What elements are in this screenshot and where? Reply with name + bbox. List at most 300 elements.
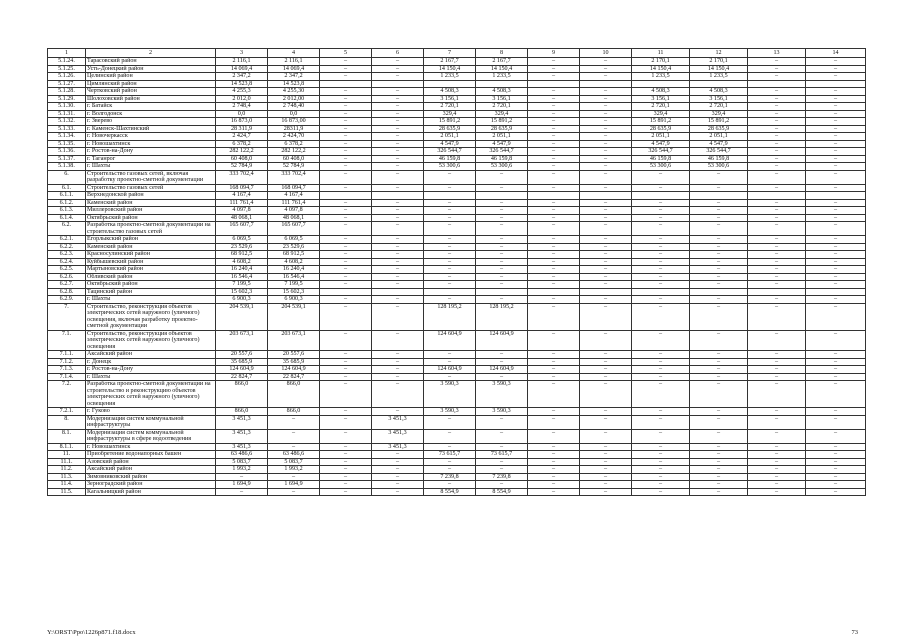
value-cell: – xyxy=(748,273,806,281)
value-cell: – xyxy=(748,103,806,111)
table-row xyxy=(48,236,866,244)
value-cell: – xyxy=(320,103,372,111)
value-cell: – xyxy=(806,281,866,289)
value-cell: – xyxy=(690,358,748,366)
value-cell xyxy=(372,80,424,88)
value-cell: 28 311,9 xyxy=(216,125,268,133)
value-cell: – xyxy=(748,207,806,215)
value-cell: – xyxy=(320,155,372,163)
value-cell: – xyxy=(320,373,372,381)
value-cell: – xyxy=(748,58,806,66)
value-cell: – xyxy=(424,358,476,366)
value-cell: – xyxy=(528,458,580,466)
row-name-cell: Верхнедонской район xyxy=(86,192,216,200)
value-cell: – xyxy=(476,251,528,259)
value-cell: 2 424,7 xyxy=(216,133,268,141)
value-cell: – xyxy=(372,366,424,374)
value-cell: 165 607,7 xyxy=(216,222,268,236)
row-number-cell: 5.1.34. xyxy=(48,133,86,141)
value-cell: – xyxy=(528,88,580,96)
table-row xyxy=(48,351,866,359)
value-cell xyxy=(528,288,580,296)
value-cell: – xyxy=(690,443,748,451)
value-cell: – xyxy=(320,351,372,359)
value-cell: 7 239,8 xyxy=(424,473,476,481)
table-row xyxy=(48,214,866,222)
value-cell: 3 451,3 xyxy=(216,415,268,429)
value-cell: – xyxy=(528,303,580,330)
value-cell: 203 673,1 xyxy=(216,330,268,351)
table-row xyxy=(48,473,866,481)
table-row xyxy=(48,222,866,236)
value-cell: – xyxy=(528,473,580,481)
value-cell xyxy=(748,192,806,200)
value-cell: 111 761,4 xyxy=(268,199,320,207)
value-cell: – xyxy=(372,330,424,351)
value-cell: – xyxy=(580,148,632,156)
value-cell: – xyxy=(320,358,372,366)
value-cell: – xyxy=(476,415,528,429)
col-header: 10 xyxy=(580,49,632,58)
value-cell: 2 012,0 xyxy=(216,95,268,103)
value-cell: – xyxy=(748,118,806,126)
value-cell: – xyxy=(806,222,866,236)
table-row xyxy=(48,125,866,133)
value-cell: – xyxy=(690,466,748,474)
value-cell: 326 544,7 xyxy=(476,148,528,156)
value-cell: – xyxy=(320,118,372,126)
value-cell: – xyxy=(806,118,866,126)
value-cell: – xyxy=(580,330,632,351)
value-cell: – xyxy=(690,303,748,330)
value-cell: – xyxy=(372,303,424,330)
value-cell: 46 159,8 xyxy=(476,155,528,163)
row-number-cell: 6.2.5. xyxy=(48,266,86,274)
row-name-cell: Зерноградский район xyxy=(86,481,216,489)
value-cell: – xyxy=(528,118,580,126)
value-cell: – xyxy=(806,88,866,96)
value-cell: – xyxy=(580,243,632,251)
value-cell: – xyxy=(690,381,748,408)
row-number-cell: 7.1.1. xyxy=(48,351,86,359)
value-cell: – xyxy=(748,473,806,481)
row-number-cell: 7.1. xyxy=(48,330,86,351)
value-cell: – xyxy=(528,481,580,489)
value-cell: 124 604,9 xyxy=(424,330,476,351)
value-cell: – xyxy=(632,184,690,192)
value-cell: 3 156,1 xyxy=(476,95,528,103)
value-cell: 53 300,6 xyxy=(690,163,748,171)
value-cell: – xyxy=(806,296,866,304)
value-cell: 46 159,8 xyxy=(424,155,476,163)
table-row xyxy=(48,488,866,496)
value-cell: 6 900,3 xyxy=(268,296,320,304)
value-cell: 4 608,2 xyxy=(268,258,320,266)
row-name-cell: г. Новошахтинск xyxy=(86,443,216,451)
value-cell: – xyxy=(372,466,424,474)
value-cell: – xyxy=(580,133,632,141)
value-cell: – xyxy=(320,140,372,148)
value-cell: – xyxy=(320,481,372,489)
value-cell: 16 240,4 xyxy=(216,266,268,274)
value-cell: – xyxy=(528,110,580,118)
value-cell: – xyxy=(320,330,372,351)
value-cell: – xyxy=(632,296,690,304)
value-cell: – xyxy=(372,133,424,141)
value-cell: – xyxy=(424,481,476,489)
value-cell xyxy=(690,192,748,200)
value-cell: – xyxy=(632,258,690,266)
value-cell: – xyxy=(580,408,632,416)
value-cell: – xyxy=(528,243,580,251)
value-cell xyxy=(372,192,424,200)
value-cell: 68 912,5 xyxy=(268,251,320,259)
value-cell: – xyxy=(632,373,690,381)
value-cell: 4 547,9 xyxy=(476,140,528,148)
value-cell: – xyxy=(476,222,528,236)
value-cell: – xyxy=(580,118,632,126)
value-cell: 1 233,5 xyxy=(424,73,476,81)
value-cell: – xyxy=(320,58,372,66)
value-cell: – xyxy=(690,366,748,374)
value-cell: – xyxy=(320,258,372,266)
value-cell: 204 539,1 xyxy=(216,303,268,330)
value-cell: – xyxy=(528,443,580,451)
value-cell: 3 590,3 xyxy=(476,381,528,408)
value-cell: – xyxy=(690,408,748,416)
value-cell: – xyxy=(580,415,632,429)
value-cell: 28311,9 xyxy=(268,125,320,133)
value-cell: – xyxy=(528,451,580,459)
value-cell: – xyxy=(748,443,806,451)
row-name-cell: Каменский район xyxy=(86,243,216,251)
value-cell: 4 508,3 xyxy=(690,88,748,96)
value-cell: – xyxy=(372,358,424,366)
value-cell: – xyxy=(690,296,748,304)
row-name-cell: Мартыновский район xyxy=(86,266,216,274)
value-cell: – xyxy=(806,251,866,259)
value-cell: – xyxy=(748,214,806,222)
value-cell xyxy=(632,192,690,200)
value-cell: 329,4 xyxy=(690,110,748,118)
value-cell: – xyxy=(424,373,476,381)
value-cell: – xyxy=(580,281,632,289)
value-cell: 73 615,7 xyxy=(424,451,476,459)
value-cell: 4 508,3 xyxy=(424,88,476,96)
value-cell: 2 116,1 xyxy=(268,58,320,66)
value-cell: – xyxy=(580,429,632,443)
table-row xyxy=(48,481,866,489)
value-cell: – xyxy=(320,236,372,244)
row-number-cell: 11.3. xyxy=(48,473,86,481)
table-row xyxy=(48,415,866,429)
value-cell: – xyxy=(748,236,806,244)
value-cell: 4 508,3 xyxy=(632,88,690,96)
value-cell: – xyxy=(580,451,632,459)
value-cell: – xyxy=(528,148,580,156)
value-cell: – xyxy=(632,214,690,222)
value-cell: 3 590,3 xyxy=(424,381,476,408)
value-cell: 23 529,6 xyxy=(268,243,320,251)
value-cell: – xyxy=(580,466,632,474)
row-name-cell: Чертковский район xyxy=(86,88,216,96)
table-row xyxy=(48,207,866,215)
value-cell: – xyxy=(690,170,748,184)
value-cell: – xyxy=(372,103,424,111)
value-cell: – xyxy=(372,95,424,103)
value-cell: – xyxy=(320,73,372,81)
value-cell: – xyxy=(580,103,632,111)
table-row xyxy=(48,58,866,66)
value-cell: 5 083,7 xyxy=(268,458,320,466)
value-cell: – xyxy=(424,266,476,274)
value-cell: – xyxy=(748,303,806,330)
value-cell: – xyxy=(806,163,866,171)
value-cell: 329,4 xyxy=(476,110,528,118)
row-number-cell: 7.2.1. xyxy=(48,408,86,416)
value-cell: – xyxy=(372,125,424,133)
value-cell: – xyxy=(372,296,424,304)
value-cell: 1 993,2 xyxy=(268,466,320,474)
value-cell: 204 539,1 xyxy=(268,303,320,330)
value-cell: – xyxy=(632,358,690,366)
value-cell: – xyxy=(580,251,632,259)
value-cell: – xyxy=(372,199,424,207)
value-cell: – xyxy=(320,443,372,451)
value-cell: – xyxy=(690,481,748,489)
value-cell: – xyxy=(748,88,806,96)
value-cell: – xyxy=(748,243,806,251)
value-cell: – xyxy=(748,415,806,429)
value-cell: – xyxy=(320,415,372,429)
col-header: 9 xyxy=(528,49,580,58)
value-cell: 53 300,6 xyxy=(632,163,690,171)
value-cell: – xyxy=(580,163,632,171)
value-cell: 46 159,8 xyxy=(690,155,748,163)
value-cell: – xyxy=(372,170,424,184)
value-cell: – xyxy=(748,451,806,459)
value-cell: – xyxy=(690,429,748,443)
value-cell: 124 604,9 xyxy=(216,366,268,374)
row-number-cell: 11.5. xyxy=(48,488,86,496)
value-cell: – xyxy=(528,222,580,236)
col-header: 2 xyxy=(86,49,216,58)
value-cell: – xyxy=(632,481,690,489)
value-cell: – xyxy=(580,488,632,496)
value-cell: – xyxy=(748,184,806,192)
value-cell xyxy=(320,192,372,200)
value-cell: – xyxy=(632,473,690,481)
row-number-cell: 7. xyxy=(48,303,86,330)
value-cell: 333 702,4 xyxy=(268,170,320,184)
value-cell: – xyxy=(806,207,866,215)
row-number-cell: 5.1.35. xyxy=(48,140,86,148)
value-cell xyxy=(580,288,632,296)
value-cell: – xyxy=(320,170,372,184)
value-cell: 2 347,2 xyxy=(268,73,320,81)
value-cell: – xyxy=(580,236,632,244)
row-name-cell: г. Донецк xyxy=(86,358,216,366)
value-cell: – xyxy=(632,207,690,215)
value-cell xyxy=(632,80,690,88)
value-cell: 1 233,5 xyxy=(690,73,748,81)
value-cell: – xyxy=(806,488,866,496)
value-cell: – xyxy=(424,214,476,222)
row-number-cell: 6.2.8. xyxy=(48,288,86,296)
value-cell: – xyxy=(372,110,424,118)
value-cell xyxy=(748,288,806,296)
table-row xyxy=(48,408,866,416)
value-cell: – xyxy=(372,408,424,416)
row-name-cell: Миллеровский район xyxy=(86,207,216,215)
value-cell: – xyxy=(806,214,866,222)
value-cell: – xyxy=(748,163,806,171)
value-cell: – xyxy=(580,199,632,207)
value-cell: – xyxy=(748,381,806,408)
value-cell: – xyxy=(690,330,748,351)
row-number-cell: 5.1.31. xyxy=(48,110,86,118)
value-cell: 28 635,9 xyxy=(424,125,476,133)
row-name-cell: Егорлыкский район xyxy=(86,236,216,244)
value-cell: – xyxy=(372,118,424,126)
value-cell: 53 300,6 xyxy=(476,163,528,171)
value-cell: – xyxy=(424,466,476,474)
value-cell: – xyxy=(806,73,866,81)
row-name-cell: г. Шахты xyxy=(86,373,216,381)
value-cell: 3 451,3 xyxy=(372,415,424,429)
value-cell: – xyxy=(528,381,580,408)
value-cell: 22 824,7 xyxy=(216,373,268,381)
row-number-cell: 11.4. xyxy=(48,481,86,489)
row-name-cell: Октябрьский район xyxy=(86,214,216,222)
value-cell: – xyxy=(268,415,320,429)
value-cell: 2 051,1 xyxy=(690,133,748,141)
value-cell: – xyxy=(748,251,806,259)
value-cell: – xyxy=(528,258,580,266)
value-cell: 15 602,3 xyxy=(268,288,320,296)
value-cell: 16 546,4 xyxy=(216,273,268,281)
table-row xyxy=(48,281,866,289)
value-cell: – xyxy=(528,281,580,289)
row-number-cell: 5.1.24. xyxy=(48,58,86,66)
value-cell: – xyxy=(268,488,320,496)
value-cell: – xyxy=(372,65,424,73)
value-cell: – xyxy=(748,351,806,359)
value-cell: – xyxy=(748,73,806,81)
row-name-cell: Разработка проектно-сметной документации на строительство газовых сетей xyxy=(86,222,216,236)
value-cell: – xyxy=(320,281,372,289)
value-cell: – xyxy=(476,429,528,443)
row-name-cell: г. Батайск xyxy=(86,103,216,111)
value-cell: 2 051,1 xyxy=(424,133,476,141)
table-row xyxy=(48,118,866,126)
value-cell: – xyxy=(690,373,748,381)
value-cell: – xyxy=(320,243,372,251)
value-cell: – xyxy=(528,140,580,148)
row-name-cell: г. Гуково xyxy=(86,408,216,416)
row-name-cell: Усть-Донецкий район xyxy=(86,65,216,73)
value-cell: – xyxy=(632,381,690,408)
value-cell: – xyxy=(528,236,580,244)
value-cell: – xyxy=(476,273,528,281)
value-cell: – xyxy=(580,303,632,330)
value-cell: 3 590,3 xyxy=(476,408,528,416)
row-name-cell: Куйбышевский район xyxy=(86,258,216,266)
row-number-cell: 6.1.2. xyxy=(48,199,86,207)
value-cell: – xyxy=(320,199,372,207)
value-cell: – xyxy=(632,273,690,281)
table-row xyxy=(48,163,866,171)
value-cell: – xyxy=(372,222,424,236)
row-name-cell: Целинский район xyxy=(86,73,216,81)
value-cell: – xyxy=(806,330,866,351)
row-number-cell: 7.1.2. xyxy=(48,358,86,366)
value-cell: 5 083,7 xyxy=(216,458,268,466)
value-cell: 2 170,1 xyxy=(632,58,690,66)
table-row xyxy=(48,184,866,192)
value-cell: 2 424,70 xyxy=(268,133,320,141)
value-cell: – xyxy=(580,184,632,192)
value-cell xyxy=(806,192,866,200)
table-row xyxy=(48,466,866,474)
row-name-cell: г. Ростов-на-Дону xyxy=(86,148,216,156)
value-cell: 0,0 xyxy=(216,110,268,118)
value-cell: – xyxy=(320,95,372,103)
value-cell: 1 694,9 xyxy=(268,481,320,489)
value-cell: – xyxy=(372,73,424,81)
col-header: 11 xyxy=(632,49,690,58)
row-name-cell: Тацинский район xyxy=(86,288,216,296)
value-cell: – xyxy=(690,214,748,222)
value-cell: 165 607,7 xyxy=(268,222,320,236)
value-cell: – xyxy=(632,330,690,351)
value-cell: – xyxy=(424,296,476,304)
row-name-cell: г. Шахты xyxy=(86,296,216,304)
value-cell: – xyxy=(806,381,866,408)
col-header: 5 xyxy=(320,49,372,58)
value-cell: – xyxy=(424,443,476,451)
value-cell: – xyxy=(748,140,806,148)
value-cell: 20 557,6 xyxy=(268,351,320,359)
value-cell: 14 069,4 xyxy=(268,65,320,73)
row-name-cell: Модернизация систем коммунальной инфраструктуры xyxy=(86,415,216,429)
table-row xyxy=(48,88,866,96)
value-cell: 3 451,3 xyxy=(372,443,424,451)
value-cell: – xyxy=(424,415,476,429)
table-row xyxy=(48,429,866,443)
value-cell: – xyxy=(806,184,866,192)
value-cell: – xyxy=(690,243,748,251)
value-cell: – xyxy=(424,458,476,466)
value-cell: – xyxy=(424,207,476,215)
table-row xyxy=(48,451,866,459)
table-row xyxy=(48,258,866,266)
value-cell: 22 824,7 xyxy=(268,373,320,381)
value-cell: – xyxy=(372,236,424,244)
value-cell: – xyxy=(806,408,866,416)
value-cell: – xyxy=(268,429,320,443)
value-cell: – xyxy=(806,366,866,374)
value-cell: 168 094,7 xyxy=(268,184,320,192)
value-cell: – xyxy=(690,281,748,289)
value-cell: – xyxy=(424,429,476,443)
value-cell: 329,4 xyxy=(424,110,476,118)
value-cell: – xyxy=(806,236,866,244)
value-cell: – xyxy=(528,103,580,111)
value-cell xyxy=(476,192,528,200)
value-cell: – xyxy=(580,95,632,103)
value-cell: – xyxy=(690,273,748,281)
